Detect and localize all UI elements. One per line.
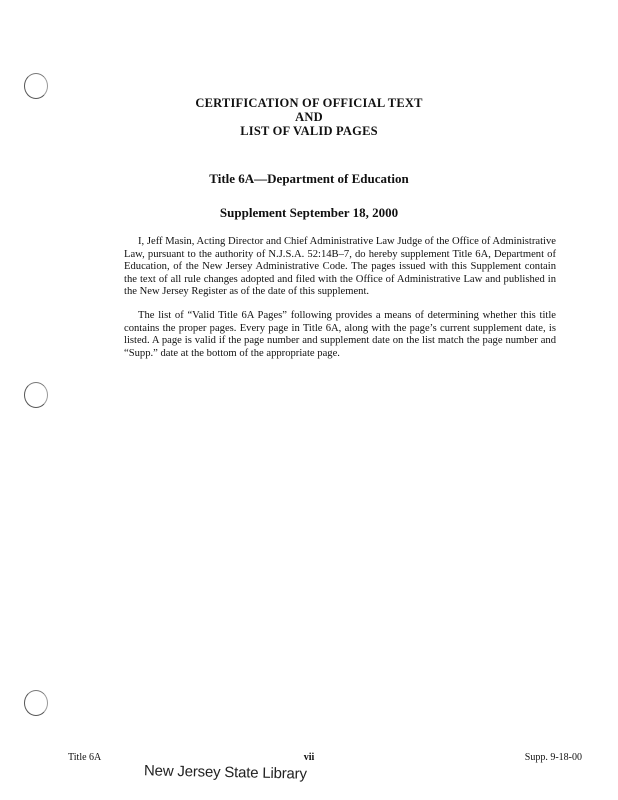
certification-paragraph [124, 236, 556, 299]
title-subheading: Title 6A—Department of Education [209, 171, 409, 186]
heading-line-2: AND [295, 110, 323, 124]
valid-pages-paragraph [124, 310, 556, 360]
library-stamp: New Jersey State Library [143, 762, 307, 783]
punch-hole-icon [24, 690, 48, 716]
footer-page-number: vii [303, 752, 315, 763]
heading-line-1: CERTIFICATION OF OFFICIAL TEXT [195, 96, 423, 110]
paragraph-text: The list of “Valid Title 6A Pages” following provides a means of determining whether this title contains the proper pages. Every page in Title 6A, along with the page’s current supplement date, is listed. A page is valid if the page number and supplement date on the list match the page number and “Supp.” date at the bottom of the appropriate page. [124, 310, 556, 359]
supplement-date-heading: Supplement September 18, 2000 [219, 205, 399, 220]
footer-supplement-date: Supp. 9-18-00 [524, 752, 582, 763]
footer-title: Title 6A [68, 752, 102, 763]
paragraph-text: I, Jeff Masin, Acting Director and Chief Administrative Law Judge of the Office of Administrative Law, pursuant to the authority of N.J.S.A. 52:14B–7, do hereby supplement Title 6A, Department of Education, of the New Jersey Administrative Code. The pages issued with this Supplement contain the text of all rule changes adopted and filed with the Office of Administrative Law and published in the New Jersey Register as of the date of this supplement. [124, 236, 556, 298]
document-heading [0, 96, 618, 138]
heading-line-3: LIST OF VALID PAGES [240, 124, 378, 138]
punch-hole-icon [24, 382, 48, 408]
